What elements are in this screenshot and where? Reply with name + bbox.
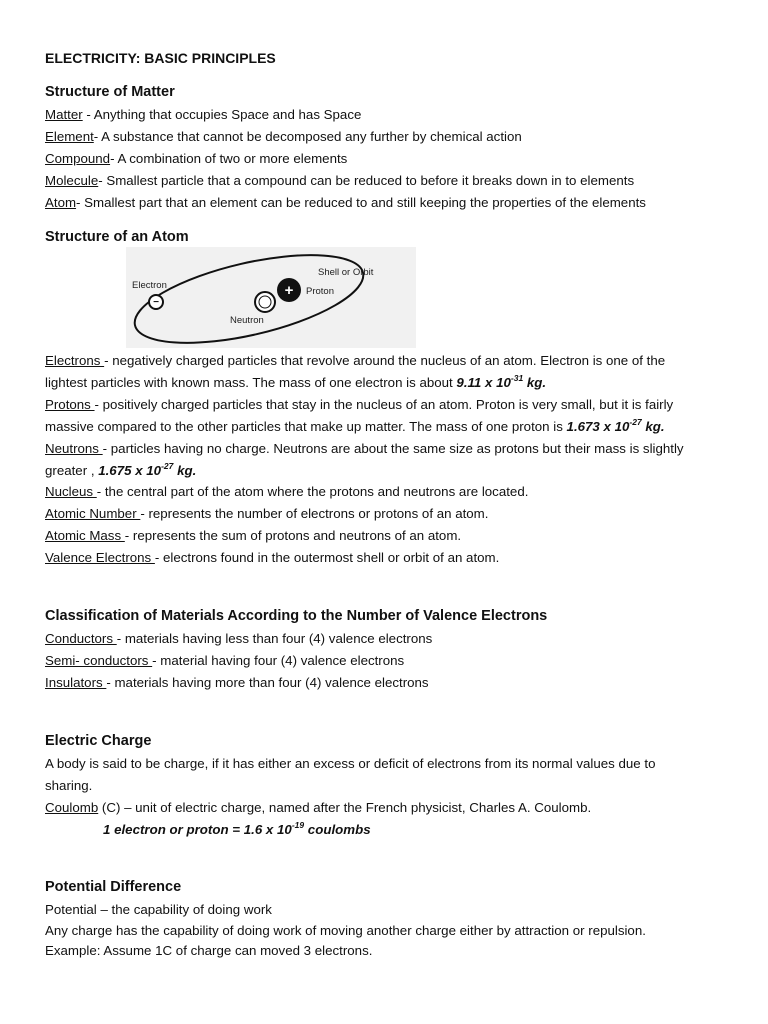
term: Molecule [45, 173, 99, 188]
definition-element [45, 128, 522, 146]
term: Valence Electrons [45, 550, 155, 565]
definition-electrons-cont [45, 374, 546, 392]
term: Protons [45, 397, 95, 412]
definition-text: (C) – unit of electric charge, named after the French physicist, Charles A. Coulomb. [98, 800, 592, 815]
neutron-mass [98, 463, 196, 478]
heading-potential-difference: Potential Difference [45, 879, 182, 895]
term: Electrons [45, 353, 105, 368]
definition-coulomb [45, 799, 591, 817]
definition-text: - particles having no charge. Neutrons are about the same size as protons but their mass is slightly [102, 441, 684, 456]
definition-atomic-mass [45, 527, 461, 545]
definition-matter [45, 106, 361, 124]
definition-protons-cont [45, 418, 665, 436]
mass-value: 1.675 x 10 [98, 463, 162, 478]
definition-compound [45, 150, 347, 168]
heading-classification: Classification of Materials According to the Number of Valence Electrons [45, 608, 548, 624]
definition-text: - the central part of the atom where the protons and neutrons are located. [96, 484, 529, 499]
term: Coulomb [45, 800, 99, 815]
definition-text: greater , [45, 463, 99, 478]
electron-mass [456, 375, 546, 390]
paragraph-potential-1: Potential – the capability of doing work [45, 902, 272, 917]
term: Semi- conductors [45, 653, 153, 668]
mass-unit: kg. [523, 375, 547, 390]
heading-electric-charge: Electric Charge [45, 733, 152, 749]
heading-structure-of-atom: Structure of an Atom [45, 229, 189, 245]
definition-protons [45, 396, 673, 414]
term: Atom [45, 195, 77, 210]
label-neutron: Neutron [230, 315, 264, 326]
mass-unit: kg. [641, 419, 665, 434]
proton-plus-sign: + [284, 282, 294, 299]
definition-text: - Anything that occupies Space and has Space [82, 107, 362, 122]
definition-valence-electrons [45, 549, 499, 567]
term: Conductors [45, 631, 117, 646]
formula-text: 1 electron or proton = 1.6 x 10 [103, 822, 292, 837]
definition-text: - negatively charged particles that revolve around the nucleus of an atom. Electron is one of the [104, 353, 666, 368]
definition-conductors [45, 630, 432, 648]
definition-text: - materials having less than four (4) valence electrons [116, 631, 433, 646]
label-shell-or-orbit: Shell or Orbit [318, 267, 374, 278]
paragraph-potential-2: Any charge has the capability of doing work of moving another charge either by attraction or repulsion. [45, 923, 646, 938]
mass-exponent: -27 [161, 461, 174, 471]
definition-neutrons [45, 440, 684, 458]
atom-diagram [126, 247, 416, 348]
definition-atomic-number [45, 505, 488, 523]
orbit-shell [127, 247, 371, 348]
term: Compound [45, 151, 111, 166]
term: Atomic Number [45, 506, 141, 521]
term: Atomic Mass [45, 528, 125, 543]
definition-semi-conductors [45, 652, 404, 670]
definition-text: - materials having more than four (4) valence electrons [106, 675, 429, 690]
definition-text: - material having four (4) valence electrons [152, 653, 405, 668]
term: Insulators [45, 675, 107, 690]
mass-unit: kg. [173, 463, 197, 478]
neutron-inner [259, 296, 271, 308]
paragraph-potential-3: Example: Assume 1C of charge can moved 3 electrons. [45, 943, 373, 958]
label-proton: Proton [306, 286, 334, 297]
charge-formula [103, 821, 371, 839]
paragraph-charge: A body is said to be charge, if it has either an excess or deficit of electrons from its normal values due to [45, 756, 656, 771]
formula-exponent: -19 [291, 820, 305, 830]
mass-exponent: -31 [510, 373, 524, 383]
definition-text: - A combination of two or more elements [110, 151, 348, 166]
definition-text: - electrons found in the outermost shell or orbit of an atom. [154, 550, 500, 565]
mass-exponent: -27 [629, 417, 642, 427]
definition-text: massive compared to the other particles that make up matter. The mass of one proton is [45, 419, 567, 434]
definition-text: - A substance that cannot be decomposed any further by chemical action [93, 129, 522, 144]
definition-text: - positively charged particles that stay in the nucleus of an atom. Proton is very small, but it is fairly [94, 397, 674, 412]
label-electron: Electron [132, 280, 167, 291]
definition-molecule [45, 172, 634, 190]
term: Element [45, 129, 94, 144]
term: Neutrons [45, 441, 103, 456]
paragraph-charge-cont: sharing. [45, 778, 93, 793]
definition-text: - represents the sum of protons and neutrons of an atom. [124, 528, 462, 543]
mass-value: 9.11 x 10 [456, 375, 511, 390]
definition-insulators [45, 674, 429, 692]
definition-electrons [45, 352, 665, 370]
definition-text: lightest particles with known mass. The mass of one electron is about [45, 375, 457, 390]
definition-atom [45, 194, 646, 212]
proton-mass [567, 419, 665, 434]
term: Matter [45, 107, 83, 122]
definition-nucleus [45, 483, 528, 501]
definition-text: - Smallest part that an element can be reduced to and still keeping the properties of the elements [76, 195, 646, 210]
electron-minus-sign: − [153, 297, 159, 308]
definition-neutrons-cont [45, 462, 196, 480]
heading-structure-of-matter: Structure of Matter [45, 84, 175, 100]
definition-text: - Smallest particle that a compound can be reduced to before it breaks down in to elements [98, 173, 635, 188]
definition-text: - represents the number of electrons or protons of an atom. [140, 506, 489, 521]
term: Nucleus [45, 484, 97, 499]
formula-unit: coulombs [304, 822, 371, 837]
document-title: ELECTRICITY: BASIC PRINCIPLES [45, 50, 276, 66]
mass-value: 1.673 x 10 [566, 419, 630, 434]
